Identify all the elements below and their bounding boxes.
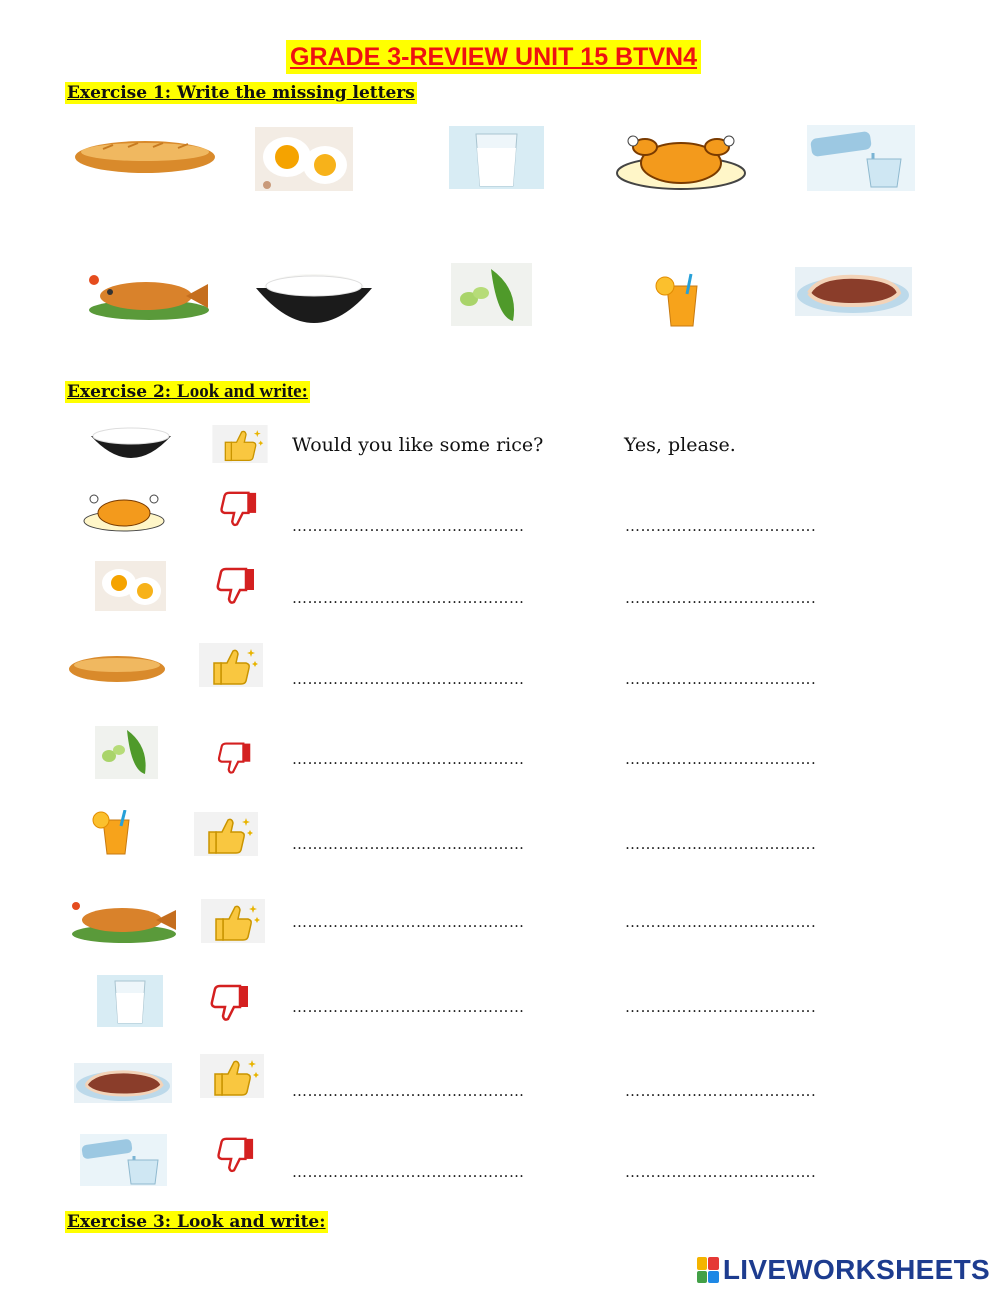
chicken-icon (82, 487, 167, 533)
question-blank[interactable]: ……………………………………… (292, 670, 525, 688)
rice-icon (254, 268, 374, 326)
question-blank[interactable]: ……………………………………… (292, 913, 525, 931)
answer-blank[interactable]: ………………………………. (625, 750, 817, 768)
logo-mark-icon (697, 1257, 719, 1283)
meat-icon (795, 267, 912, 316)
thumbs-up-icon (200, 1051, 264, 1101)
liveworksheets-logo (697, 1252, 990, 1288)
water-icon (807, 125, 915, 191)
answer-blank[interactable]: ………………………………. (625, 517, 817, 535)
exercise-3-heading (65, 1211, 328, 1233)
answer-blank[interactable]: ………………………………. (625, 913, 817, 931)
question-blank[interactable]: ……………………………………… (292, 1163, 525, 1181)
thumbs-up-icon (201, 896, 265, 946)
answer-blank[interactable]: ………………………………. (625, 1082, 817, 1100)
answer-blank[interactable]: ………………………………. (625, 670, 817, 688)
egg-icon (255, 127, 353, 191)
exercise-1-label: Exercise 1: (67, 83, 172, 103)
example-answer: Yes, please. (624, 434, 736, 456)
bread-icon (68, 645, 167, 692)
exercise-1-instruction: Write the missing letters (177, 83, 415, 103)
answer-blank[interactable]: ………………………………. (625, 835, 817, 853)
fish-icon (86, 268, 212, 322)
answer-blank[interactable]: ………………………………. (625, 998, 817, 1016)
question-blank[interactable]: ……………………………………… (292, 589, 525, 607)
question-blank[interactable]: ……………………………………… (292, 835, 525, 853)
answer-blank[interactable]: ………………………………. (625, 1163, 817, 1181)
thumbs-down-icon (208, 566, 260, 610)
question-blank[interactable]: ……………………………………… (292, 998, 525, 1016)
orange-juice-icon (653, 272, 709, 328)
exercise-3-instruction: Look and write: (177, 1212, 326, 1232)
egg-icon (95, 561, 166, 611)
exercise-1-heading (65, 82, 417, 104)
milk-icon (97, 975, 163, 1027)
answer-blank[interactable]: ………………………………. (625, 589, 817, 607)
exercise-2-instruction: Look and write: (177, 381, 308, 402)
bread-icon (73, 127, 217, 185)
thumbs-down-icon (207, 741, 259, 779)
meat-icon (74, 1063, 172, 1103)
orange-juice-icon (91, 810, 140, 856)
logo-text: LIVEWORKSHEETS (722, 1254, 990, 1285)
thumbs-down-icon (208, 1136, 260, 1178)
exercise-3-label: Exercise 3: (67, 1212, 172, 1232)
fish-icon (70, 896, 178, 944)
rice-icon (89, 424, 173, 462)
page-title: GRADE 3-REVIEW UNIT 15 BTVN4 (286, 40, 701, 74)
question-blank[interactable]: ……………………………………… (292, 750, 525, 768)
beans-icon (95, 726, 158, 779)
question-blank[interactable]: ……………………………………… (292, 517, 525, 535)
thumbs-up-icon (208, 425, 272, 463)
thumbs-up-icon (194, 809, 258, 859)
exercise-2-heading (65, 381, 310, 403)
milk-icon (449, 126, 544, 189)
chicken-icon (613, 123, 749, 191)
exercise-2-label: Exercise 2: (67, 382, 172, 402)
thumbs-down-icon (202, 982, 254, 1028)
question-blank[interactable]: ……………………………………… (292, 1082, 525, 1100)
thumbs-down-icon (211, 490, 263, 532)
water-icon (80, 1134, 167, 1186)
beans-icon (451, 263, 532, 326)
example-question: Would you like some rice? (292, 434, 544, 456)
thumbs-up-icon (199, 643, 263, 687)
